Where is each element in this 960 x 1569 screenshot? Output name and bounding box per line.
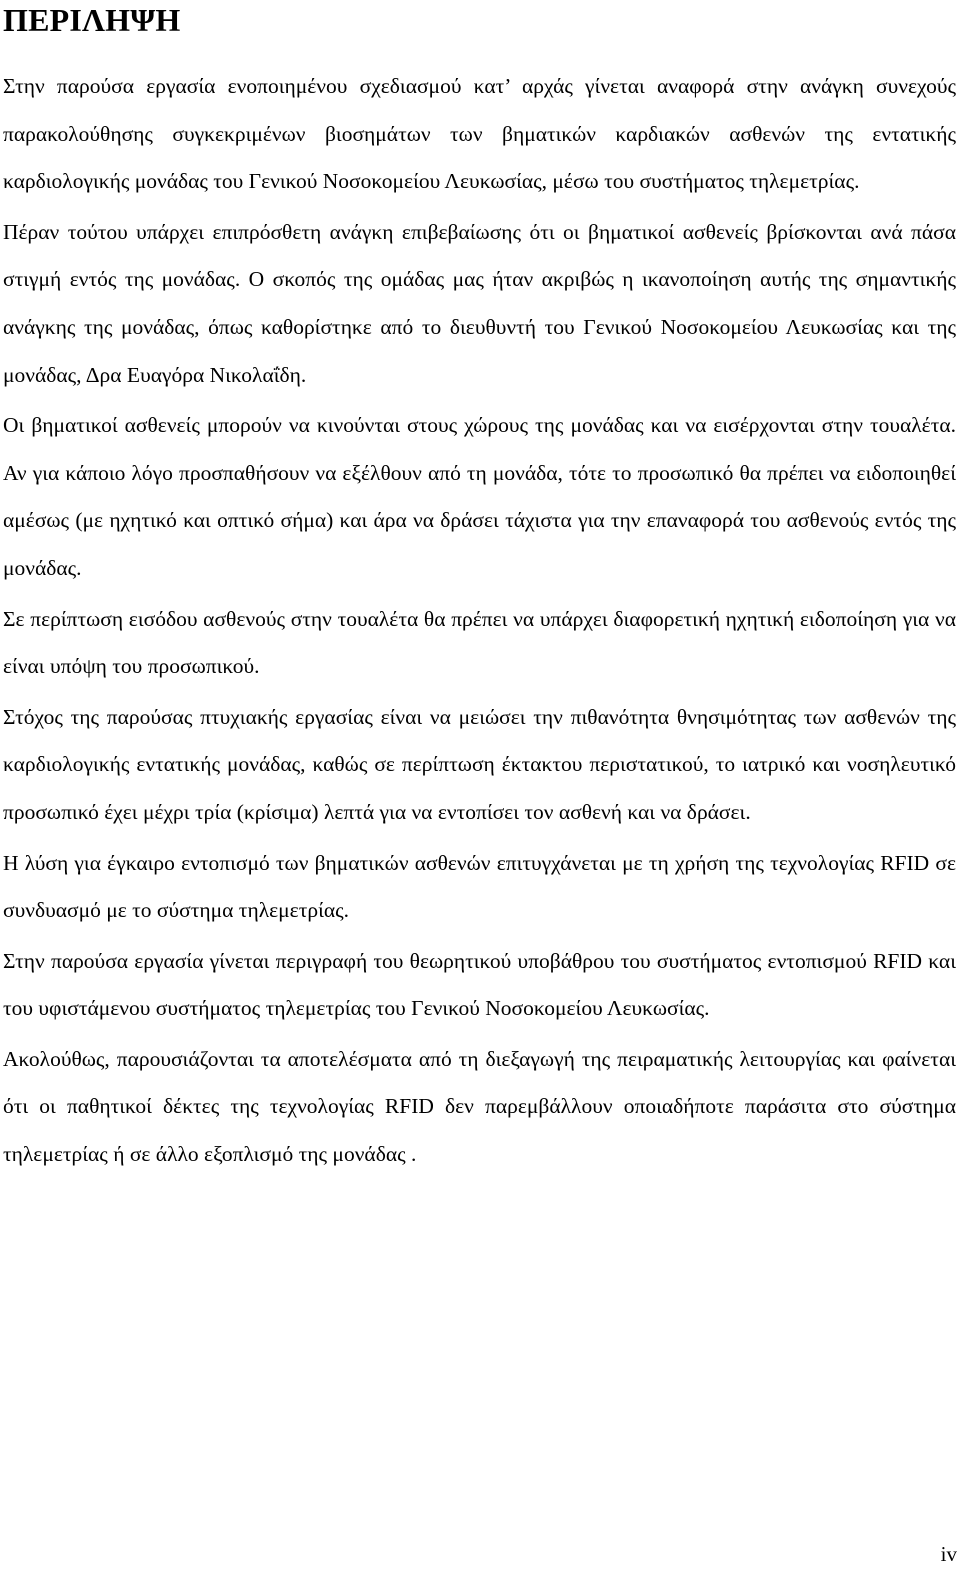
paragraph-1: Στην παρούσα εργασία ενοποιημένου σχεδιασμού κατ’ αρχάς γίνεται αναφορά στην ανάγκη συνεχούς παρακολούθησης συγκεκριμένων βιοσημάτων των βηματικών καρδιακών ασθενών της εντατικής καρδιολογικής μονάδας του Γενικού Νοσοκομείου Λευκωσίας, μέσω του συστήματος τηλεμετρίας. [3, 74, 956, 194]
paragraph-6: Η λύση για έγκαιρο εντοπισμό των βηματικών ασθενών επιτυγχάνεται με τη χρήση της τεχνολογίας RFID σε συνδυασμό με το σύστημα τηλεμετρίας. [3, 850, 956, 923]
paragraph-2: Πέραν τούτου υπάρχει επιπρόσθετη ανάγκη επιβεβαίωσης ότι οι βηματικοί ασθενείς βρίσκονται ανά πάσα στιγμή εντός της μονάδας. Ο σκοπός της ομάδας μας ήταν ακριβώς η ικανοποίηση αυτής της σημαντικής ανάγκης της μονάδας, όπως καθορίστηκε από το διευθυντή του Γενικού Νοσοκομείου Λευκωσίας και της μονάδας, Δρα Ευαγόρα Νικολαΐδη. [3, 219, 956, 387]
paragraph-3: Οι βηματικοί ασθενείς μπορούν να κινούνται στους χώρους της μονάδας και να εισέρχονται στην τουαλέτα. Αν για κάποιο λόγο προσπαθήσουν να εξέλθουν από τη μονάδα, τότε το προσωπικό θα πρέπει να ειδοποιηθεί αμέσως (με ηχητικό και οπτικό σήμα) και άρα να δράσει τάχιστα για την επαναφορά του ασθενούς εντός της μονάδας. [3, 413, 956, 580]
page-title: ΠΕΡΙΛΗΨΗ [3, 2, 181, 38]
page-number: iv [940, 1542, 957, 1566]
paragraph-8: Ακολούθως, παρουσιάζονται τα αποτελέσματα από τη διεξαγωγή της πειραματικής λειτουργίας και φαίνεται ότι οι παθητικοί δέκτες της τεχνολογίας RFID δεν παρεμβάλλουν οποιαδήποτε παράσιτα στο σύστημα τηλεμετρίας ή σε άλλο εξοπλισμό της μονάδας . [3, 1046, 956, 1167]
abstract-body [3, 63, 956, 1179]
paragraph-4: Σε περίπτωση εισόδου ασθενούς στην τουαλέτα θα πρέπει να υπάρχει διαφορετική ηχητική ειδοποίηση για να είναι υπόψη του προσωπικού. [3, 606, 956, 679]
paragraph-5: Στόχος της παρούσας πτυχιακής εργασίας είναι να μειώσει την πιθανότητα θνησιμότητας των ασθενών της καρδιολογικής εντατικής μονάδας, καθώς σε περίπτωση έκτακτου περιστατικού, το ιατρικό και νοσηλευτικό προσωπικό έχει μέχρι τρία (κρίσιμα) λεπτά για να εντοπίσει τον ασθενή και να δράσει. [3, 704, 956, 824]
paragraph-7: Στην παρούσα εργασία γίνεται περιγραφή του θεωρητικού υποβάθρου του συστήματος εντοπισμού RFID και του υφιστάμενου συστήματος τηλεμετρίας του Γενικού Νοσοκομείου Λευκωσίας. [3, 948, 956, 1021]
